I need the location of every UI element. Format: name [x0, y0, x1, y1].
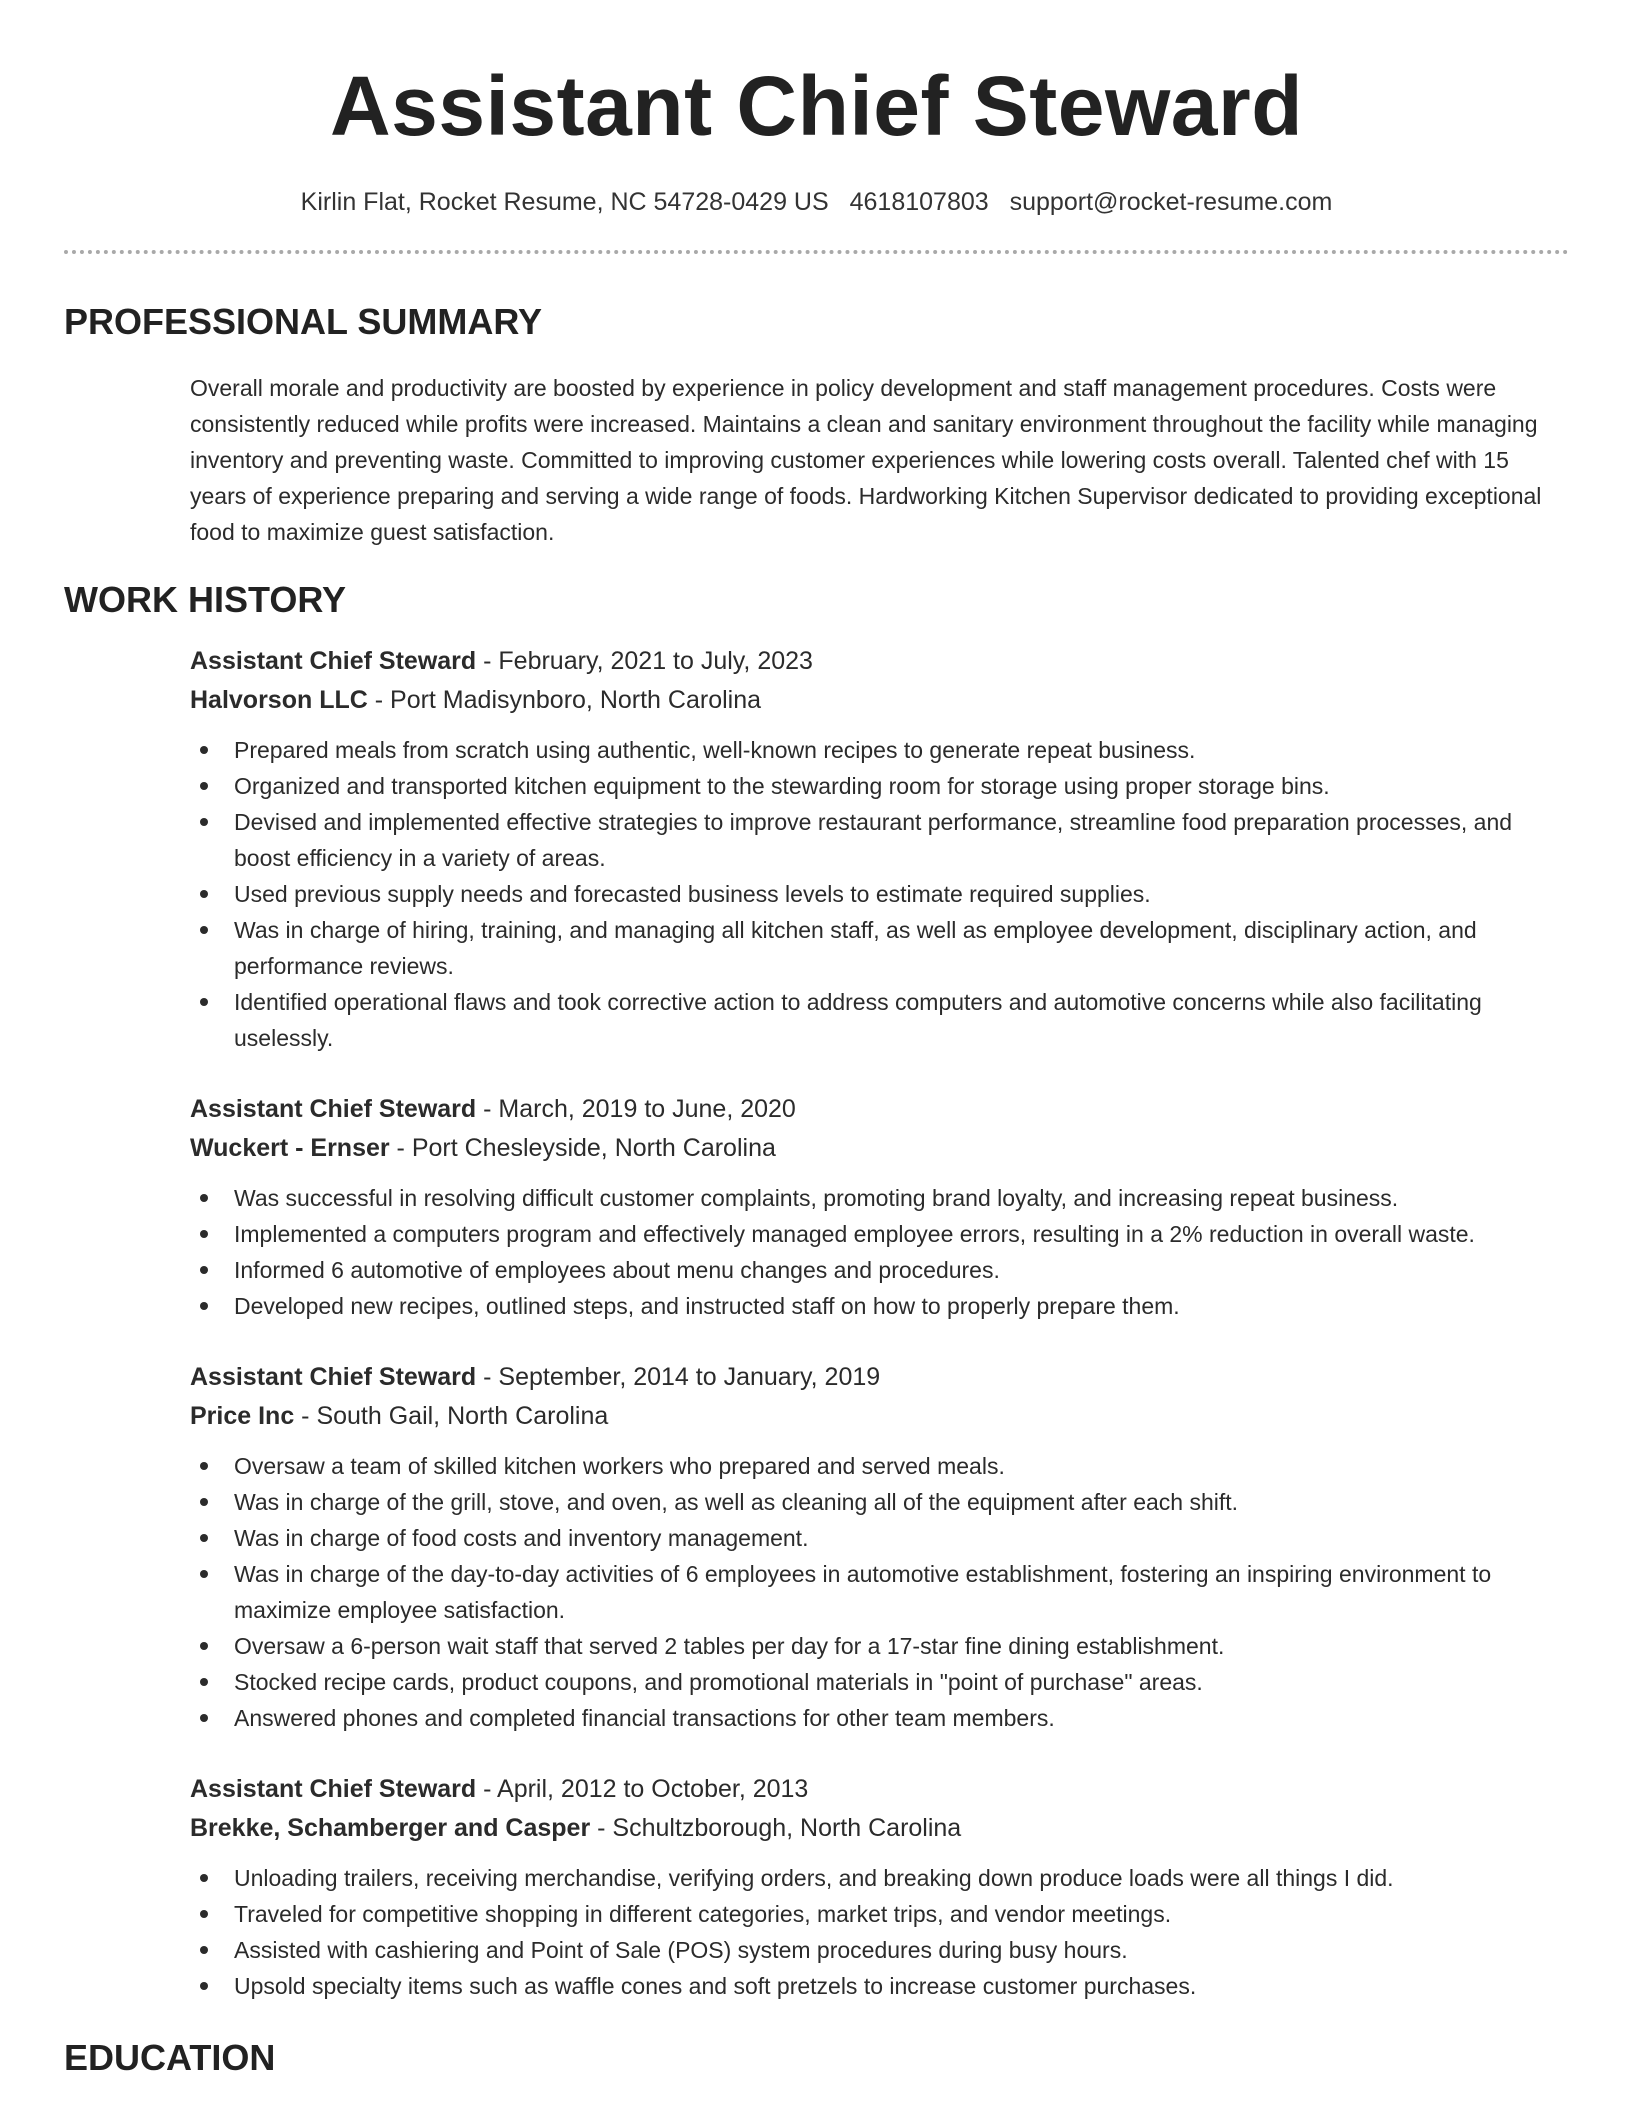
- job-company: Wuckert - Ernser: [190, 1134, 390, 1162]
- job-entry: [190, 1090, 1569, 1324]
- job-bullet: Was in charge of hiring, training, and managing all kitchen staff, as well as employee development, disciplinary action, and performance reviews.: [190, 912, 1569, 984]
- contact-line: [64, 186, 1569, 218]
- job-company: Halvorson LLC: [190, 686, 368, 714]
- job-bullet-list: [190, 1180, 1569, 1324]
- job-company-line: [190, 1397, 1569, 1436]
- job-bullet: Prepared meals from scratch using authentic, well-known recipes to generate repeat business.: [190, 732, 1569, 768]
- job-location: - Schultzborough, North Carolina: [590, 1814, 962, 1842]
- job-bullet: Was successful in resolving difficult customer complaints, promoting brand loyalty, and increasing repeat business.: [190, 1180, 1569, 1216]
- job-company: Price Inc: [190, 1402, 295, 1430]
- job-bullet: Used previous supply needs and forecasted business levels to estimate required supplies.: [190, 876, 1569, 912]
- job-title-line: [190, 1358, 1569, 1397]
- resume-name: Assistant Chief Steward: [329, 59, 1304, 153]
- job-bullet: Informed 6 automotive of employees about menu changes and procedures.: [190, 1252, 1569, 1288]
- contact-email: support@rocket-resume.com: [1009, 188, 1333, 216]
- job-bullet: Was in charge of the day-to-day activities of 6 employees in automotive establishment, fostering an inspiring environment to maximize employee satisfaction.: [190, 1556, 1569, 1628]
- job-bullet: Traveled for competitive shopping in different categories, market trips, and vendor meetings.: [190, 1896, 1569, 1932]
- job-bullet: Assisted with cashiering and Point of Sale (POS) system procedures during busy hours.: [190, 1932, 1569, 1968]
- job-company-line: [190, 1809, 1569, 1848]
- job-company-line: [190, 1129, 1569, 1168]
- job-title-line: [190, 1770, 1569, 1809]
- job-role: Assistant Chief Steward: [190, 647, 477, 675]
- job-bullet: Implemented a computers program and effectively managed employee errors, resulting in a 2% reduction in overall waste.: [190, 1216, 1569, 1252]
- job-role: Assistant Chief Steward: [190, 1775, 477, 1803]
- job-company: Brekke, Schamberger and Casper: [190, 1814, 591, 1842]
- job-bullet-list: [190, 1860, 1569, 2004]
- job-role: Assistant Chief Steward: [190, 1095, 477, 1123]
- job-company-line: [190, 681, 1569, 720]
- job-bullet: Oversaw a team of skilled kitchen workers who prepared and served meals.: [190, 1448, 1569, 1484]
- section-title-summary: PROFESSIONAL SUMMARY: [64, 301, 543, 342]
- header-divider: [64, 250, 1569, 254]
- contact-phone: 4618107803: [849, 188, 989, 216]
- job-bullet: Answered phones and completed financial transactions for other team members.: [190, 1700, 1569, 1736]
- job-dates: - February, 2021 to July, 2023: [476, 647, 813, 675]
- job-location: - Port Chesleyside, North Carolina: [389, 1134, 776, 1162]
- job-title-line: [190, 642, 1569, 681]
- work-history-list: [190, 642, 1569, 2004]
- section-title-work-history: WORK HISTORY: [64, 579, 347, 620]
- job-location: - Port Madisynboro, North Carolina: [367, 686, 762, 714]
- job-bullet: Oversaw a 6-person wait staff that served 2 tables per day for a 17-star fine dining establishment.: [190, 1628, 1569, 1664]
- summary-text: Overall morale and productivity are boosted by experience in policy development and staff management procedures. Costs were consistently reduced while profits were increased. Maintains a clean and sanitary environment throughout the facility while managing inventory and preventing waste. Committed to improving customer experiences while lowering costs overall. Talented chef with 15 years of experience preparing and serving a wide range of foods. Hardworking Kitchen Supervisor dedicated to providing exceptional food to maximize guest satisfaction.: [190, 375, 1542, 545]
- contact-address: Kirlin Flat, Rocket Resume, NC 54728-0429 US: [300, 188, 829, 216]
- job-bullet: Organized and transported kitchen equipment to the stewarding room for storage using proper storage bins.: [190, 768, 1569, 804]
- job-role: Assistant Chief Steward: [190, 1363, 477, 1391]
- job-bullet-list: [190, 732, 1569, 1056]
- job-bullet: Devised and implemented effective strategies to improve restaurant performance, streamline food preparation processes, and boost efficiency in a variety of areas.: [190, 804, 1569, 876]
- job-entry: [190, 1358, 1569, 1736]
- job-bullet: Developed new recipes, outlined steps, and instructed staff on how to properly prepare them.: [190, 1288, 1569, 1324]
- job-bullet: Identified operational flaws and took corrective action to address computers and automotive concerns while also facilitating uselessly.: [190, 984, 1569, 1056]
- job-location: - South Gail, North Carolina: [294, 1402, 609, 1430]
- job-dates: - September, 2014 to January, 2019: [476, 1363, 881, 1391]
- job-bullet: Unloading trailers, receiving merchandise, verifying orders, and breaking down produce loads were all things I did.: [190, 1860, 1569, 1896]
- job-bullet: Was in charge of food costs and inventory management.: [190, 1520, 1569, 1556]
- job-bullet: Stocked recipe cards, product coupons, and promotional materials in "point of purchase" areas.: [190, 1664, 1569, 1700]
- job-title-line: [190, 1090, 1569, 1129]
- job-dates: - April, 2012 to October, 2013: [476, 1775, 809, 1803]
- job-entry: [190, 642, 1569, 1056]
- job-dates: - March, 2019 to June, 2020: [476, 1095, 796, 1123]
- job-bullet: Was in charge of the grill, stove, and oven, as well as cleaning all of the equipment after each shift.: [190, 1484, 1569, 1520]
- job-bullet-list: [190, 1448, 1569, 1736]
- job-bullet: Upsold specialty items such as waffle cones and soft pretzels to increase customer purchases.: [190, 1968, 1569, 2004]
- section-title-education: EDUCATION: [64, 2037, 276, 2078]
- job-entry: [190, 1770, 1569, 2004]
- resume-page: [64, 0, 1569, 2080]
